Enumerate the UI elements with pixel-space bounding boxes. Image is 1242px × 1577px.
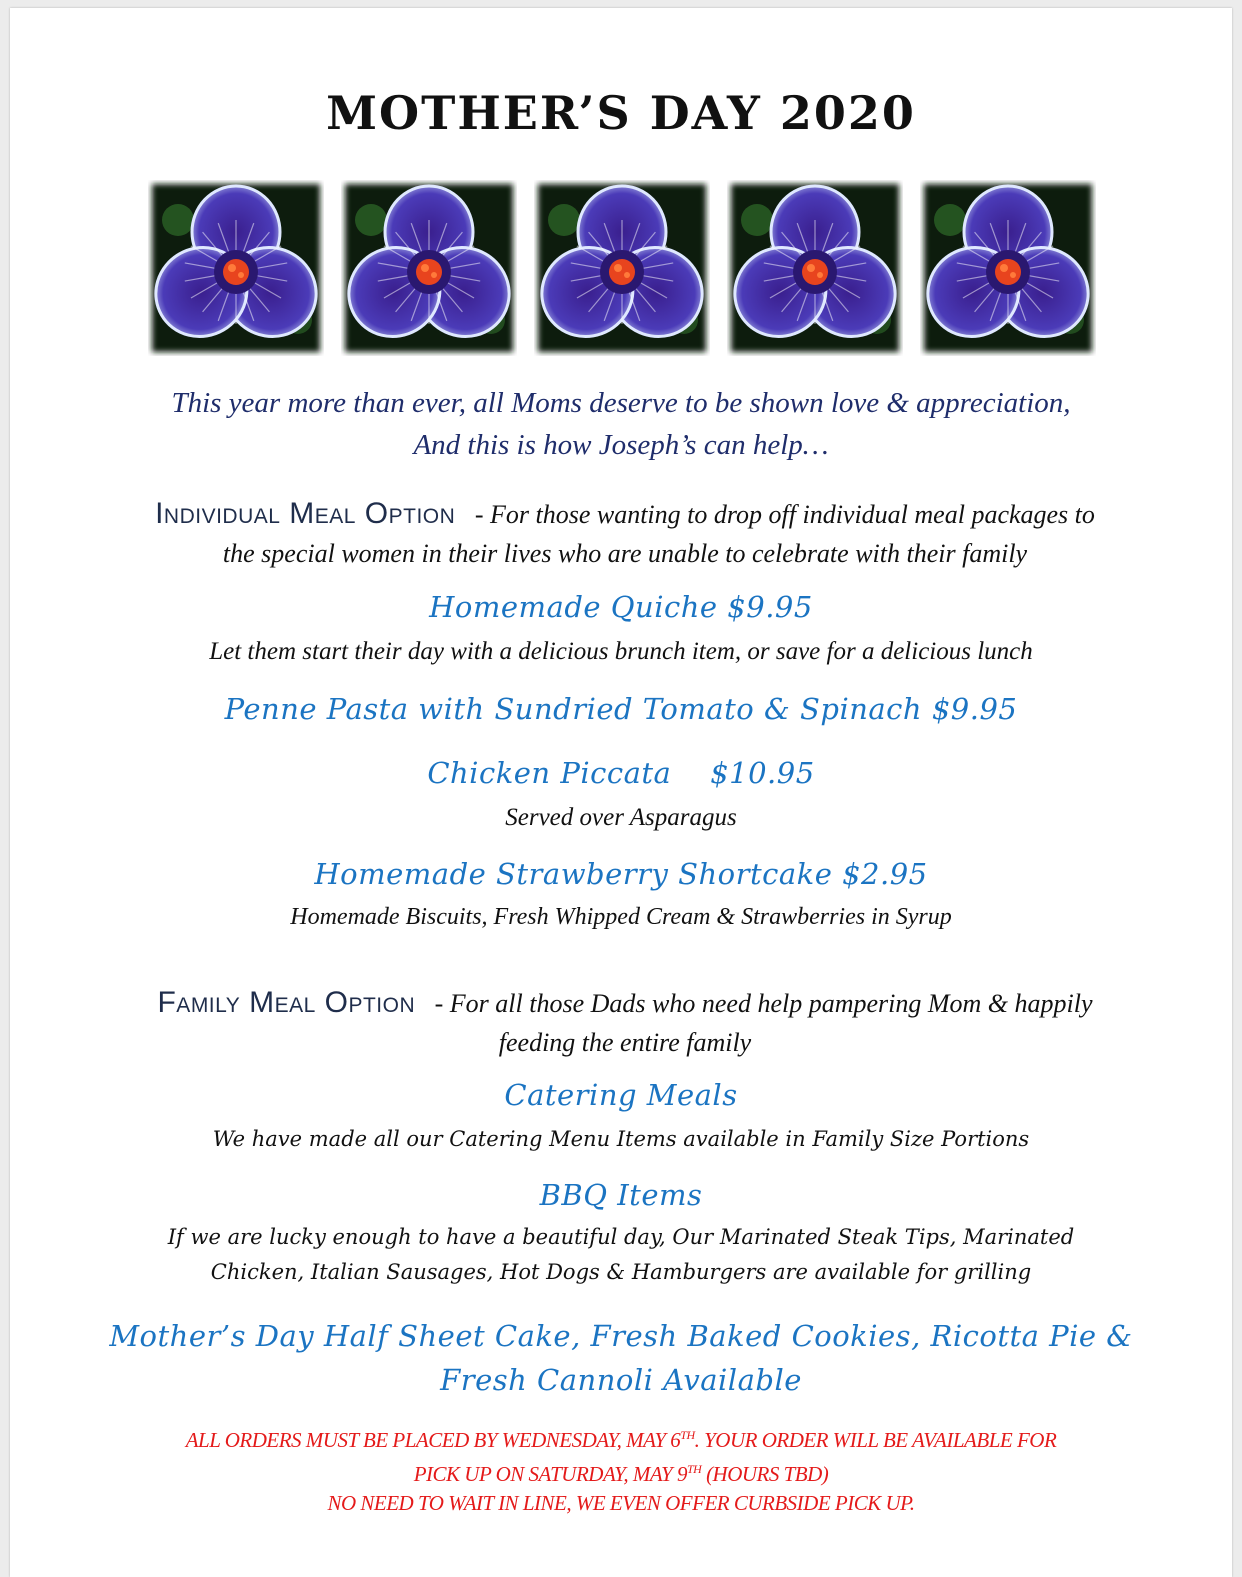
individual-description-2: the special women in their lives who are unable to celebrate with their family — [222, 539, 1028, 568]
menu-item-piccata: Chicken Piccata $10.95 — [427, 756, 815, 790]
menu-item-piccata-desc: Served over Asparagus — [505, 804, 737, 831]
individual-intro — [70, 494, 1180, 573]
crocus-flower-image — [920, 180, 1096, 356]
bbq-title: BBQ Items — [539, 1178, 703, 1212]
catering-title: Catering Meals — [504, 1078, 738, 1112]
intro-line-2: And this is how Joseph’s can help… — [413, 429, 829, 461]
catering-desc: We have made all our Catering Menu Items available in Family Size Portions — [212, 1127, 1030, 1151]
menu-item-shortcake: Homemade Strawberry Shortcake $2.95 — [314, 857, 928, 891]
desserts-text — [10, 1314, 1232, 1402]
crocus-flower-image — [341, 180, 517, 356]
family-intro — [70, 983, 1180, 1062]
individual-description-1: - For those wanting to drop off individual meal packages to — [474, 500, 1095, 529]
intro-text — [10, 382, 1232, 466]
menu-item-penne: Penne Pasta with Sundried Tomato & Spinach $9.95 — [224, 692, 1018, 726]
crocus-flower-image — [534, 180, 710, 356]
bbq-desc-line-1: If we are lucky enough to have a beautiful day, Our Marinated Steak Tips, Marinated — [167, 1225, 1075, 1249]
flower-banner — [148, 180, 1096, 356]
notice-line-3: NO NEED TO WAIT IN LINE, WE EVEN OFFER CURBSIDE PICK UP. — [327, 1491, 915, 1515]
page-title: MOTHER’S DAY 2020 — [326, 86, 916, 140]
family-description-2: feeding the entire family — [498, 1028, 752, 1057]
family-description-1: - For all those Dads who need help pampering Mom & happily — [434, 989, 1093, 1018]
menu-item-quiche: Homemade Quiche $9.95 — [429, 590, 813, 624]
individual-heading: Individual Meal Option — [155, 497, 456, 530]
bbq-desc-line-2: Chicken, Italian Sausages, Hot Dogs & Hamburgers are available for grilling — [210, 1260, 1032, 1284]
menu-page — [10, 8, 1232, 1577]
crocus-flower-image — [727, 180, 903, 356]
family-heading: Family Meal Option — [157, 986, 416, 1019]
crocus-flower-image — [148, 180, 324, 356]
order-deadline-notice — [10, 1421, 1232, 1518]
intro-line-1: This year more than ever, all Moms deserve to be shown love & appreciation, — [171, 387, 1071, 419]
notice-line-2: PICK UP ON SATURDAY, MAY 9TH (HOURS TBD) — [413, 1462, 829, 1486]
desserts-line-1: Mother’s Day Half Sheet Cake, Fresh Baked Cookies, Ricotta Pie & — [109, 1319, 1133, 1353]
desserts-line-2: Fresh Cannoli Available — [440, 1363, 802, 1397]
menu-item-quiche-desc: Let them start their day with a delicious brunch item, or save for a delicious lunch — [209, 638, 1033, 665]
menu-item-shortcake-desc: Homemade Biscuits, Fresh Whipped Cream & Strawberries in Syrup — [290, 904, 952, 930]
notice-line-1: ALL ORDERS MUST BE PLACED BY WEDNESDAY, MAY 6TH. YOUR ORDER WILL BE AVAILABLE FOR — [185, 1428, 1057, 1452]
bbq-desc — [10, 1220, 1232, 1290]
